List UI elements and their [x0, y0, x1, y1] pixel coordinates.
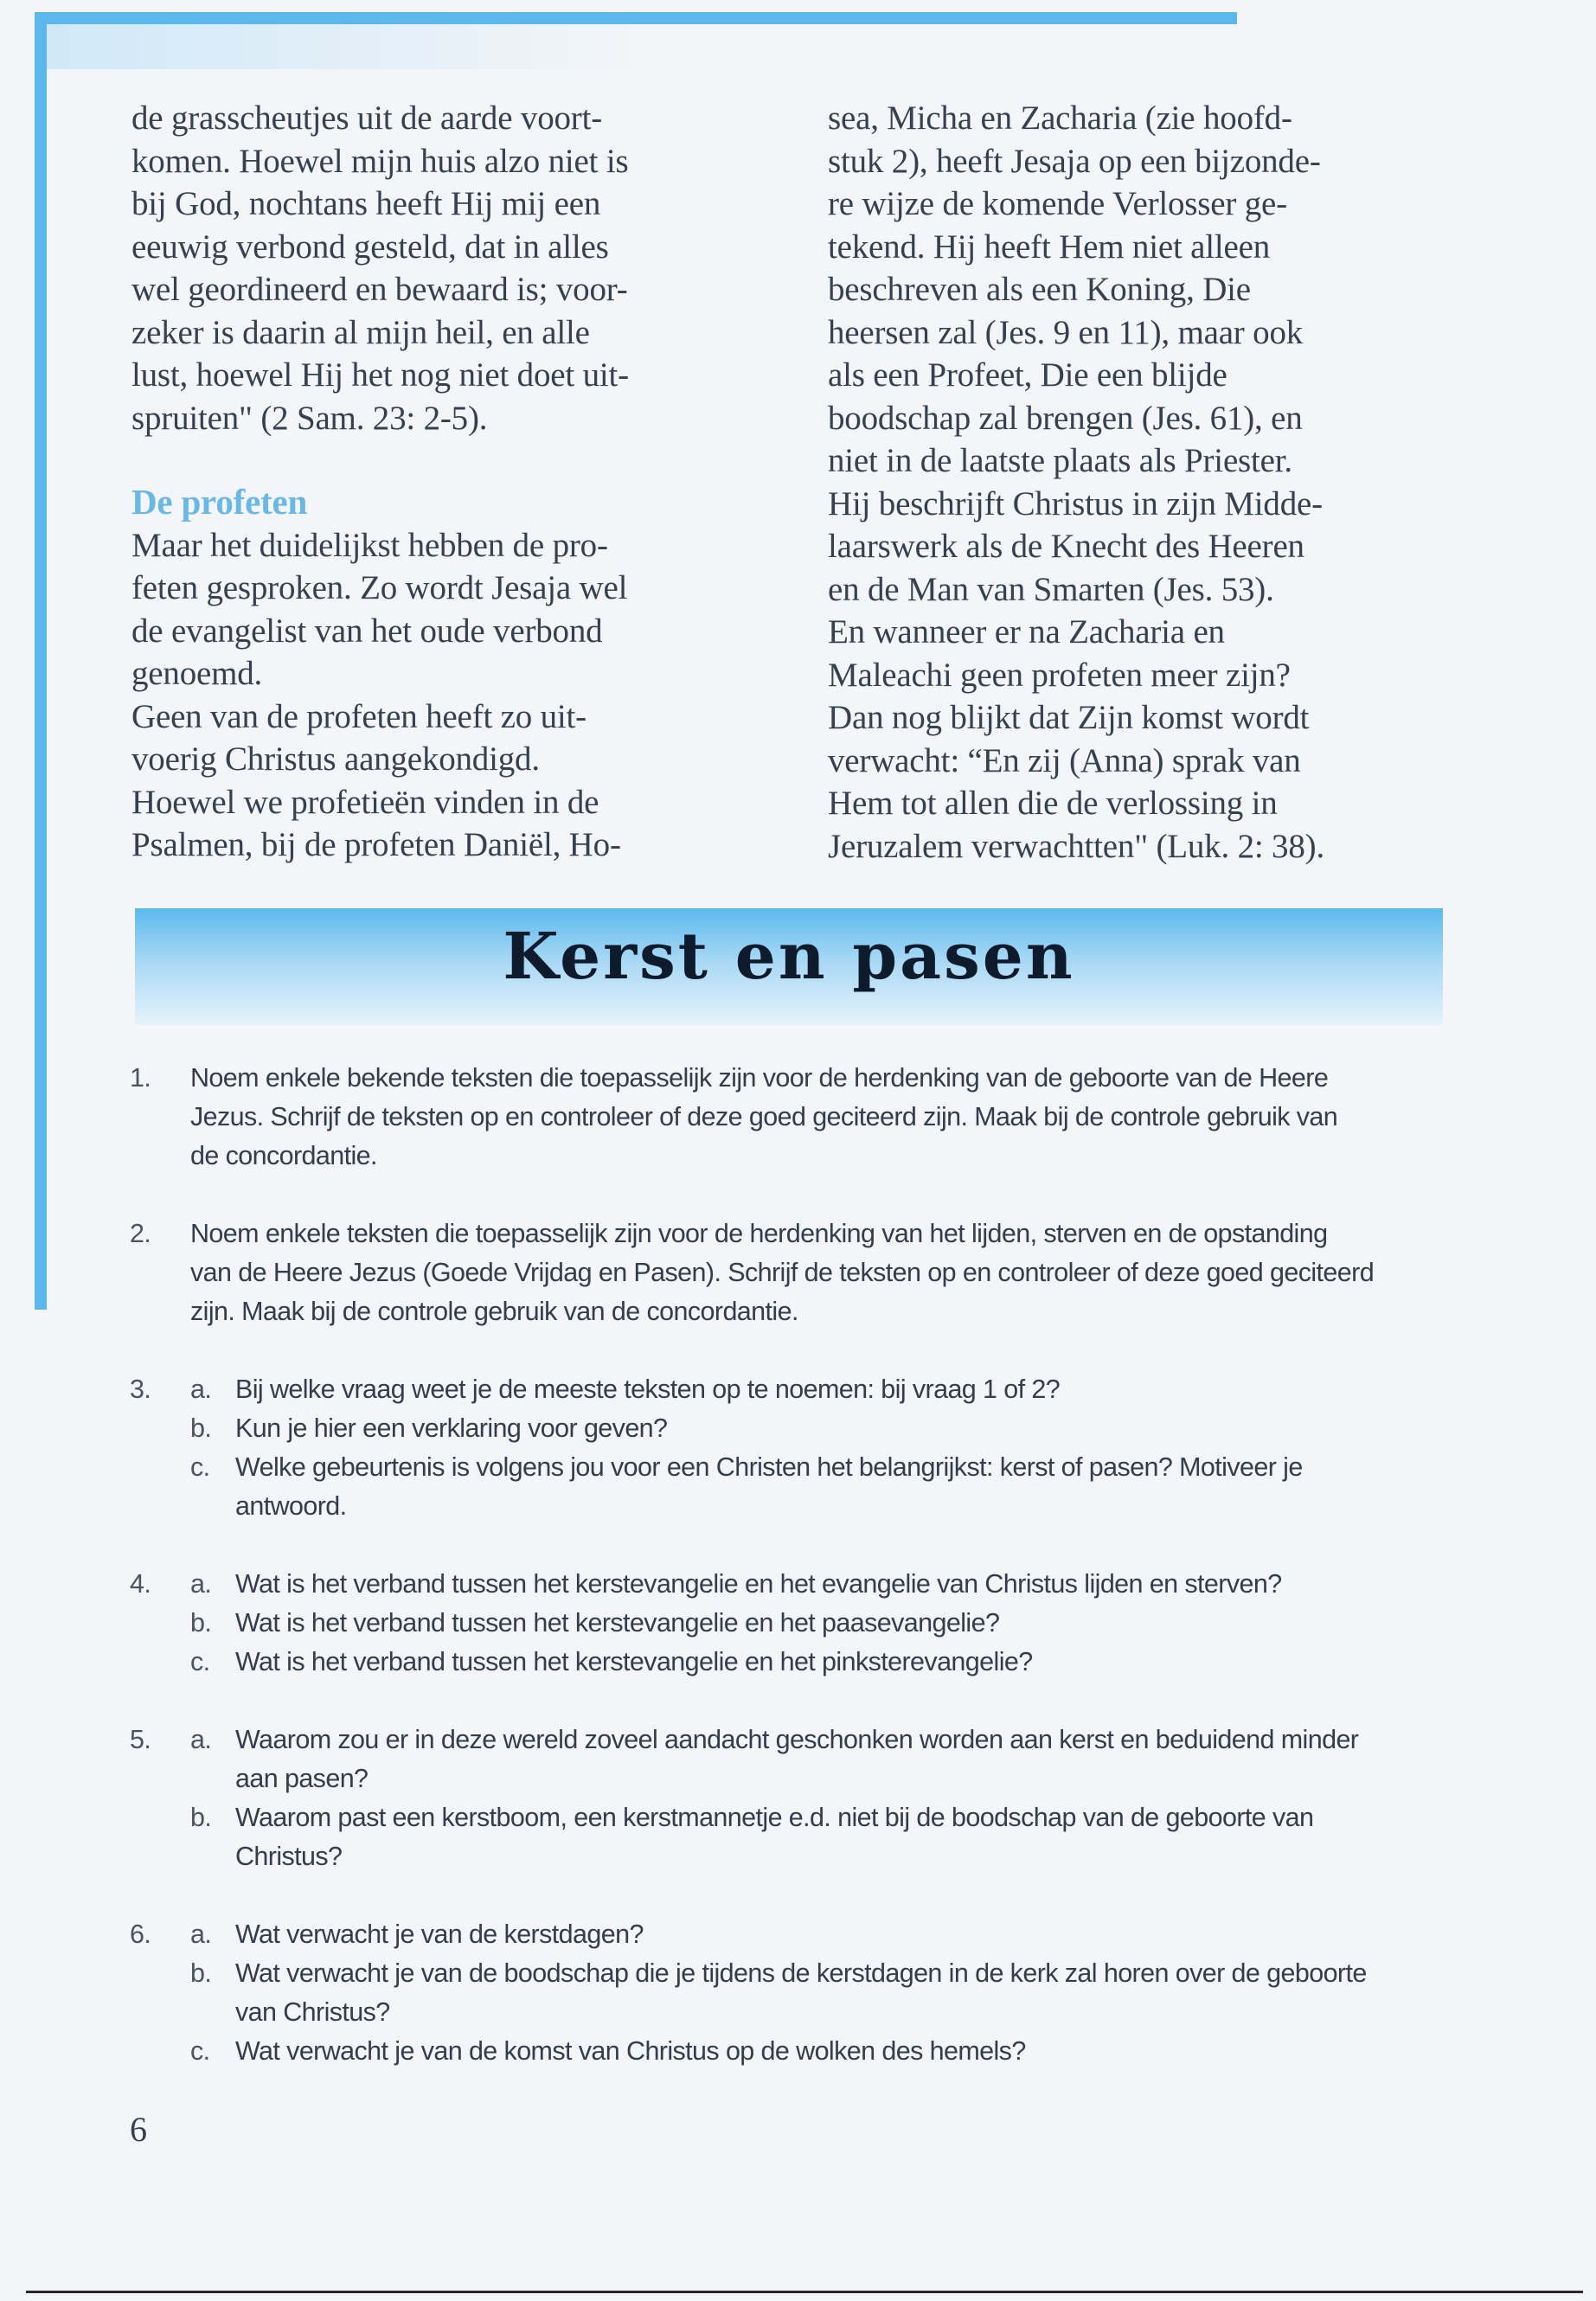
- text-line: niet in de laatste plaats als Priester.: [828, 442, 1292, 479]
- text-line: tekend. Hij heeft Hem niet alleen: [828, 228, 1271, 266]
- text-line: Hij beschrijft Christus in zijn Midde-: [828, 484, 1323, 522]
- question-number: 1.: [130, 1063, 151, 1093]
- sub-question-text: [235, 1565, 1445, 1604]
- sub-question-letter: a.: [190, 1569, 212, 1599]
- text-line: wel geordineerd en bewaard is; voor-: [131, 271, 628, 308]
- sub-question-text-line: Wat is het verband tussen het kerstevangelie en het pinksterevangelie?: [235, 1647, 1033, 1676]
- question-text-line: van de Heere Jezus (Goede Vrijdag en Pasen). Schrijf de teksten op en controleer of deze goed geciteerd: [190, 1258, 1375, 1287]
- question-body: [190, 1370, 1445, 1526]
- text-line: genoemd.: [131, 655, 263, 692]
- sub-question-text: [235, 1448, 1445, 1526]
- sub-question: [190, 1409, 1445, 1448]
- right-column: [828, 97, 1433, 868]
- left-paragraph-2: [131, 524, 737, 867]
- sub-question-text-line: Wat verwacht je van de komst van Christus op de wolken des hemels?: [235, 2036, 1026, 2066]
- sub-question-text: [235, 2032, 1445, 2071]
- text-line: Hoewel we profetieën vinden in de: [131, 783, 599, 821]
- left-paragraph-1: [131, 97, 737, 439]
- sub-question-text-line: aan pasen?: [235, 1764, 369, 1793]
- question-text-line: de concordantie.: [190, 1141, 377, 1170]
- text-line: Maar het duidelijkst hebben de pro-: [131, 526, 608, 564]
- sub-question-text: [235, 1915, 1445, 1954]
- question-item: [130, 1915, 1445, 2071]
- text-line: sea, Micha en Zacharia (zie hoofd-: [828, 99, 1292, 137]
- question-body: [190, 1059, 1445, 1176]
- text-line: spruiten" (2 Sam. 23: 2-5).: [131, 399, 488, 437]
- sub-question-letter: a.: [190, 1920, 212, 1949]
- sub-question-text: [235, 1370, 1445, 1409]
- sub-question-text-line: Wat verwacht je van de kerstdagen?: [235, 1920, 644, 1949]
- sub-question-text-line: Christus?: [235, 1842, 343, 1871]
- sub-question-text-line: Wat is het verband tussen het kerstevangelie en het evangelie van Christus lijden en sterven?: [235, 1569, 1282, 1599]
- question-number: 2.: [130, 1219, 151, 1248]
- question-number: 4.: [130, 1569, 151, 1599]
- sub-question: [190, 1954, 1445, 2032]
- question-body: [190, 1215, 1445, 1331]
- sub-question: [190, 1448, 1445, 1526]
- bottom-edge-line: [26, 2291, 1583, 2293]
- sub-question-text-line: antwoord.: [235, 1491, 347, 1521]
- text-line: Geen van de profeten heeft zo uit-: [131, 697, 586, 735]
- question-text-line: Noem enkele teksten die toepasselijk zijn voor de herdenking van het lijden, sterven en de opstanding: [190, 1219, 1328, 1248]
- right-paragraph: [828, 97, 1433, 868]
- top-accent-bar: [35, 12, 1237, 24]
- question-item: [130, 1370, 1445, 1526]
- text-line: re wijze de komende Verlosser ge-: [828, 185, 1287, 222]
- question-text-line: zijn. Maak bij de controle gebruik van de concordantie.: [190, 1297, 798, 1326]
- text-line: verwacht: “En zij (Anna) sprak van: [828, 741, 1301, 779]
- sub-question-text-line: Waarom zou er in deze wereld zoveel aandacht geschonken worden aan kerst en beduidend minder: [235, 1725, 1359, 1754]
- question-number: 5.: [130, 1725, 151, 1754]
- sub-question-letter: c.: [190, 1452, 210, 1482]
- question-body: [190, 1721, 1445, 1876]
- sub-question-letter: a.: [190, 1375, 212, 1404]
- question-text-line: Noem enkele bekende teksten die toepasselijk zijn voor de herdenking van de geboorte van de Heere: [190, 1063, 1329, 1093]
- text-line: beschreven als een Koning, Die: [828, 271, 1251, 308]
- section-title: Kerst en pasen: [503, 919, 1075, 994]
- sub-question-text: [235, 1409, 1445, 1448]
- question-number: 3.: [130, 1375, 151, 1404]
- sub-question-letter: b.: [190, 1803, 212, 1832]
- text-line: Dan nog blijkt dat Zijn komst wordt: [828, 699, 1310, 736]
- sub-question-letter: a.: [190, 1725, 212, 1754]
- side-accent-bar: [35, 12, 47, 1310]
- text-line: bij God, nochtans heeft Hij mij een: [131, 185, 601, 222]
- sub-question-letter: b.: [190, 1608, 212, 1638]
- sub-question-text-line: Waarom past een kerstboom, een kerstmannetje e.d. niet bij de boodschap van de geboorte van: [235, 1803, 1314, 1832]
- sub-question-text-line: Welke gebeurtenis is volgens jou voor een Christen het belangrijkst: kerst of pasen? Motiveer je: [235, 1452, 1303, 1482]
- sub-question-text: [235, 1604, 1445, 1643]
- text-line: eeuwig verbond gesteld, dat in alles: [131, 228, 609, 266]
- sub-question: [190, 1721, 1445, 1798]
- sub-question: [190, 1915, 1445, 1954]
- sub-question-text: [235, 1643, 1445, 1682]
- top-accent-fade: [35, 24, 640, 69]
- text-line: stuk 2), heeft Jesaja op een bijzonde-: [828, 142, 1321, 180]
- text-line: zeker is daarin al mijn heil, en alle: [131, 313, 590, 351]
- question-item: [130, 1215, 1445, 1331]
- text-line: lust, hoewel Hij het nog niet doet uit-: [131, 356, 629, 394]
- sub-question-letter: b.: [190, 1413, 212, 1443]
- text-line: Jeruzalem verwachtten" (Luk. 2: 38).: [828, 827, 1324, 865]
- text-line: Hem tot allen die de verlossing in: [828, 785, 1278, 822]
- text-line: heersen zal (Jes. 9 en 11), maar ook: [828, 313, 1304, 351]
- question-number: 6.: [130, 1920, 151, 1949]
- sub-question-text-line: Wat verwacht je van de boodschap die je tijdens de kerstdagen in de kerk zal horen over de geboorte: [235, 1958, 1367, 1988]
- question-item: [130, 1565, 1445, 1682]
- sub-question-text-line: Kun je hier een verklaring voor geven?: [235, 1413, 668, 1443]
- question-item: [130, 1721, 1445, 1876]
- text-line: Maleachi geen profeten meer zijn?: [828, 656, 1291, 694]
- sub-question-text-line: van Christus?: [235, 1997, 390, 2027]
- text-line: laarswerk als de Knecht des Heeren: [828, 528, 1304, 565]
- subheading-de-profeten: De profeten: [131, 482, 308, 522]
- question-item: [130, 1059, 1445, 1176]
- question-text-line: Jezus. Schrijf de teksten op en controleer of deze goed geciteerd zijn. Maak bij de controle gebruik van: [190, 1102, 1338, 1131]
- text-line: en de Man van Smarten (Jes. 53).: [828, 570, 1274, 608]
- sub-question-letter: c.: [190, 1647, 210, 1676]
- text-line: feten gesproken. Zo wordt Jesaja wel: [131, 569, 628, 606]
- question-list: [130, 1059, 1445, 2110]
- sub-question: [190, 1565, 1445, 1604]
- sub-question: [190, 2032, 1445, 2071]
- sub-question-letter: b.: [190, 1958, 212, 1988]
- page-number: 6: [130, 2110, 147, 2149]
- sub-question: [190, 1643, 1445, 1682]
- sub-question: [190, 1370, 1445, 1409]
- text-line: boodschap zal brengen (Jes. 61), en: [828, 399, 1303, 437]
- text-line: Psalmen, bij de profeten Daniël, Ho-: [131, 826, 621, 863]
- section-banner: [135, 908, 1443, 1025]
- text-line: En wanneer er na Zacharia en: [828, 613, 1225, 651]
- sub-question-text: [235, 1798, 1445, 1876]
- sub-question-text-line: Bij welke vraag weet je de meeste teksten op te noemen: bij vraag 1 of 2?: [235, 1375, 1061, 1404]
- sub-question-text-line: Wat is het verband tussen het kerstevangelie en het paasevangelie?: [235, 1608, 1000, 1638]
- sub-question-text: [235, 1954, 1445, 2032]
- sub-question: [190, 1798, 1445, 1876]
- text-line: voerig Christus aangekondigd.: [131, 740, 540, 778]
- sub-question: [190, 1604, 1445, 1643]
- left-column: [131, 97, 737, 867]
- text-line: komen. Hoewel mijn huis alzo niet is: [131, 142, 629, 180]
- text-line: de grasscheutjes uit de aarde voort-: [131, 99, 602, 137]
- question-body: [190, 1565, 1445, 1682]
- sub-question-text: [235, 1721, 1445, 1798]
- question-body: [190, 1915, 1445, 2071]
- text-line: als een Profeet, Die een blijde: [828, 356, 1227, 394]
- sub-question-letter: c.: [190, 2036, 210, 2066]
- text-line: de evangelist van het oude verbond: [131, 612, 603, 650]
